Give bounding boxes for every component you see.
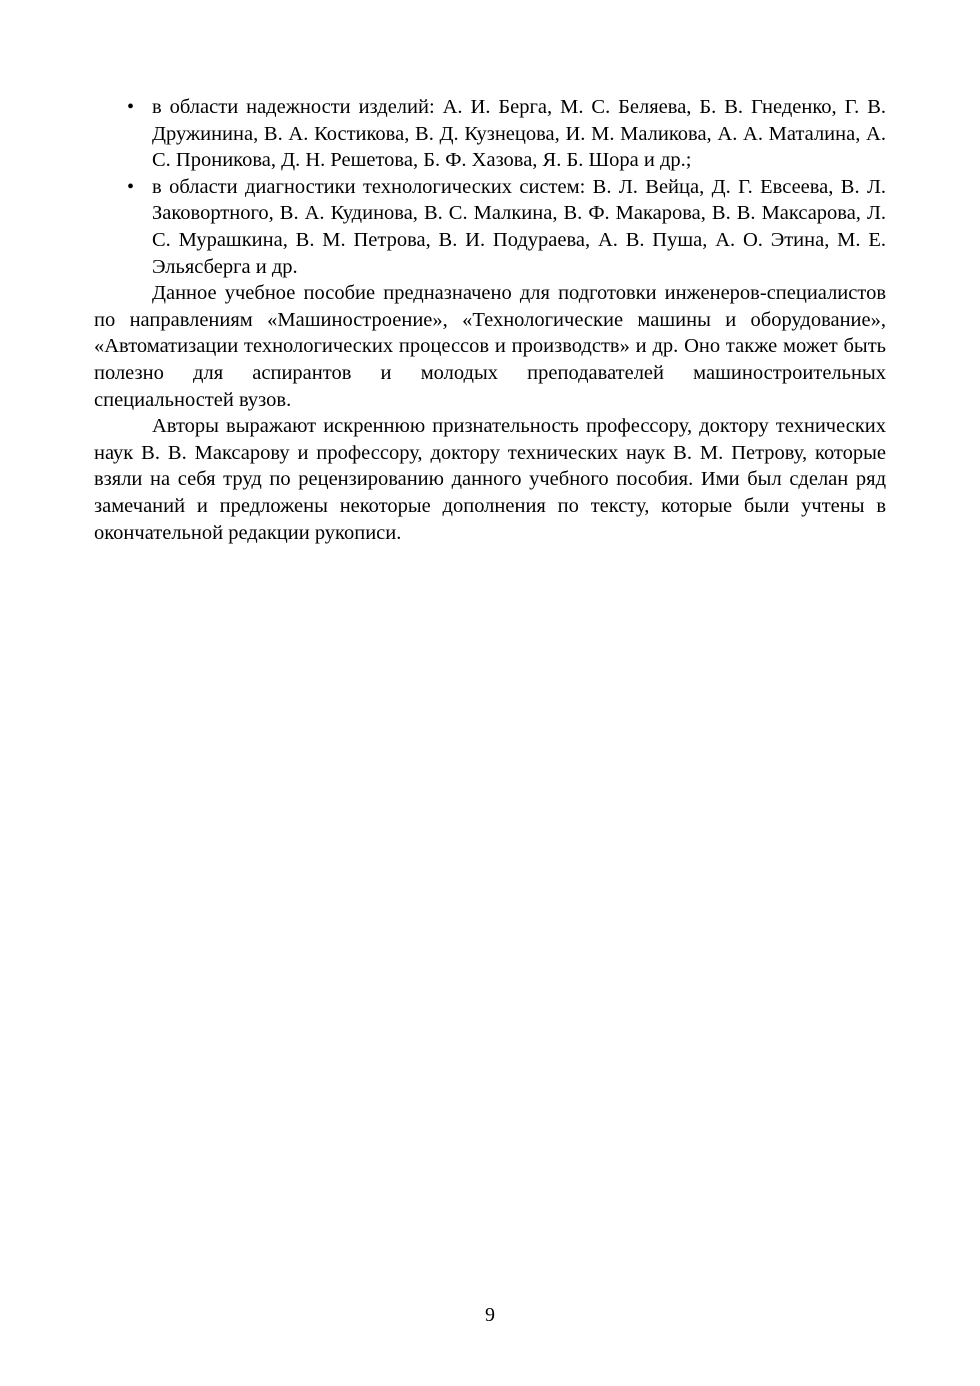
list-item-text: в области диагностики технологических систем: В. Л. Вейца, Д. Г. Евсеева, В. Л. Заковортного, В. А. Кудинова, В. С. Малкина, В. Ф. Макарова, В. В. Максарова, Л. С. Мурашкина, В. М. Петрова, В. И. Подураева, А. В. Пуша, А. О. Этина, М. Е. Эльясберга и др. (152, 175, 886, 278)
purpose-paragraph: Данное учебное пособие предназначено для подготовки инженеров-специалистов по направлениям «Машиностроение», «Технологические машины и оборудование», «Автоматизации технологических процессов и производств» и др. Оно также может быть полезно для аспирантов и молодых преподавателей машиностроительных специальностей вузов. (94, 282, 886, 411)
page-number: 9 (485, 1304, 495, 1326)
list-item (94, 94, 886, 174)
contributors-list (94, 94, 886, 280)
bullet-icon: • (127, 175, 135, 198)
acknowledgement-paragraph: Авторы выражают искреннюю признательность профессору, доктору технических наук В. В. Максарову и профессору, доктору технических наук В. М. Петрову, которые взяли на себя труд по рецензированию данного учебного пособия. Ими был сделан ряд замечаний и предложены некоторые дополнения по тексту, которые были учтены в окончательной редакции рукописи. (94, 415, 886, 544)
list-item-text: в области надежности изделий: А. И. Берга, М. С. Беляева, Б. В. Гнеденко, Г. В. Дружинина, В. А. Костикова, В. Д. Кузнецова, И. М. Маликова, А. А. Маталина, А. С. Проникова, Д. Н. Решетова, Б. Ф. Хазова, Я. Б. Шора и др.; (152, 96, 886, 172)
page-body (94, 94, 886, 546)
list-item (94, 174, 886, 280)
bullet-icon: • (127, 96, 135, 118)
